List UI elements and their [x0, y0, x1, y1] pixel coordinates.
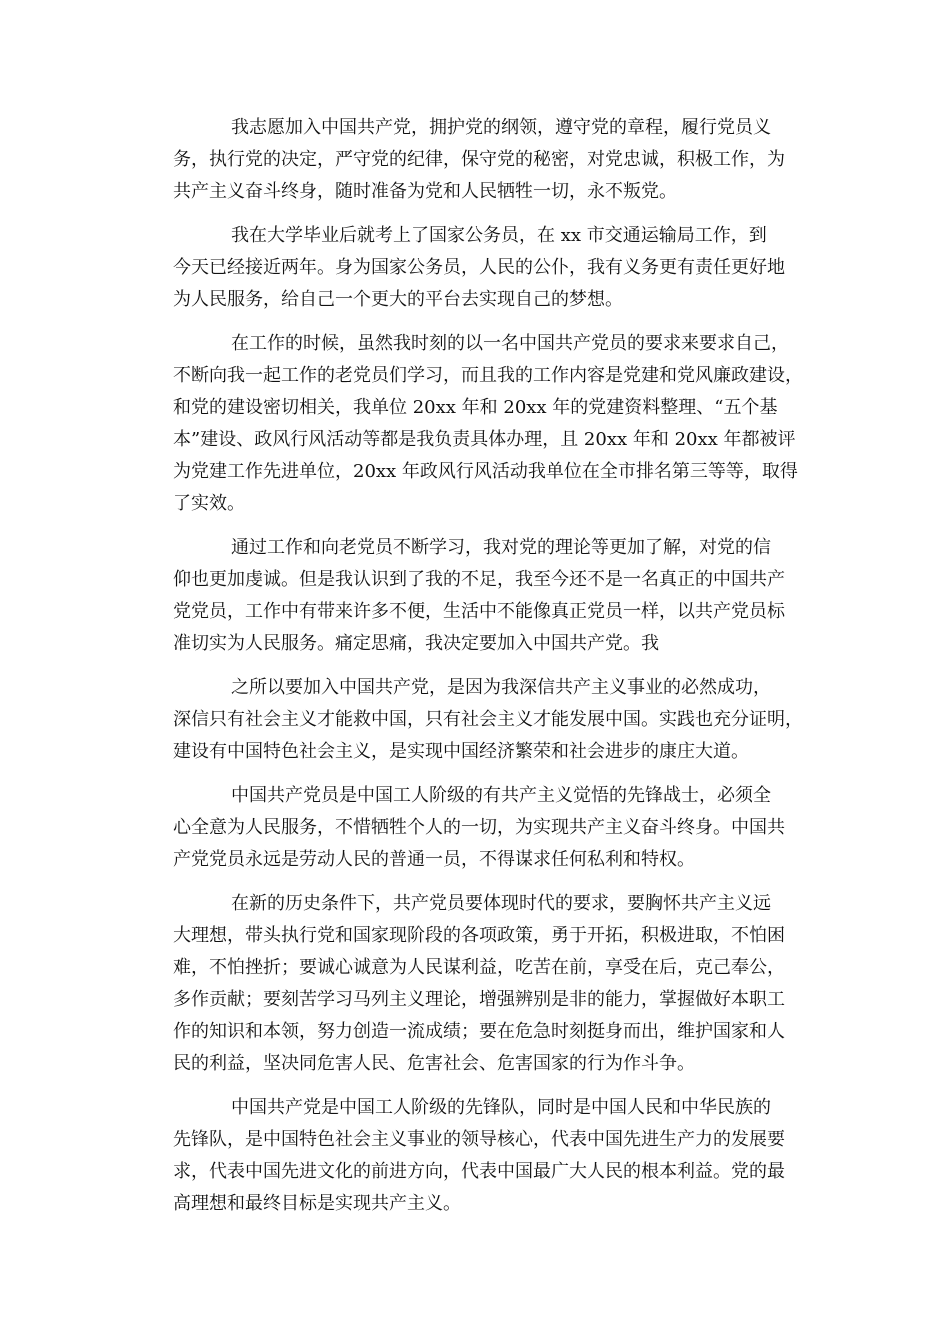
paragraph: [173, 112, 813, 208]
paragraph: [173, 780, 813, 876]
text-line: 深信只有社会主义才能救中国，只有社会主义才能发展中国。实践也充分证明，: [173, 709, 803, 730]
text-line: 之所以要加入中国共产党，是因为我深信共产主义事业的必然成功，: [231, 677, 771, 698]
text-line: 求，代表中国先进文化的前进方向，代表中国最广大人民的根本利益。党的最: [173, 1161, 785, 1182]
text-line: 大理想，带头执行党和国家现阶段的各项政策，勇于开拓，积极进取，不怕困: [173, 925, 785, 946]
paragraph: [173, 220, 813, 316]
text-line: 仰也更加虔诚。但是我认识到了我的不足，我至今还不是一名真正的中国共产: [173, 569, 785, 590]
text-line: 在新的历史条件下，共产党员要体现时代的要求，要胸怀共产主义远: [231, 893, 771, 914]
text-line: 通过工作和向老党员不断学习，我对党的理论等更加了解，对党的信: [231, 537, 771, 558]
paragraph: [173, 672, 813, 768]
text-line: 和党的建设密切相关，我单位 20xx 年和 20xx 年的党建资料整理、“五个基: [173, 397, 778, 418]
text-line: 产党党员永远是劳动人民的普通一员，不得谋求任何私利和特权。: [173, 849, 695, 870]
text-line: 本”建设、政风行风活动等都是我负责具体办理，且 20xx 年和 20xx 年都被评: [173, 429, 796, 450]
text-line: 先锋队，是中国特色社会主义事业的领导核心，代表中国先进生产力的发展要: [173, 1129, 785, 1150]
text-line: 作的知识和本领，努力创造一流成绩；要在危急时刻挺身而出，维护国家和人: [173, 1021, 785, 1042]
text-line: 不断向我一起工作的老党员们学习，而且我的工作内容是党建和党风廉政建设，: [173, 365, 803, 386]
text-line: 了实效。: [173, 493, 245, 514]
document-body: [173, 112, 813, 1232]
paragraph: [173, 1092, 813, 1220]
text-line: 我在大学毕业后就考上了国家公务员，在 xx 市交通运输局工作，到: [231, 225, 767, 246]
text-line: 为党建工作先进单位，20xx 年政风行风活动我单位在全市排名第三等等，取得: [173, 461, 798, 482]
text-line: 准切实为人民服务。痛定思痛，我决定要加入中国共产党。我: [173, 633, 659, 654]
text-line: 为人民服务，给自己一个更大的平台去实现自己的梦想。: [173, 289, 623, 310]
text-line: 建设有中国特色社会主义，是实现中国经济繁荣和社会进步的康庄大道。: [173, 741, 749, 762]
text-line: 今天已经接近两年。身为国家公务员，人民的公仆，我有义务更有责任更好地: [173, 257, 785, 278]
text-line: 心全意为人民服务，不惜牺牲个人的一切，为实现共产主义奋斗终身。中国共: [173, 817, 785, 838]
text-line: 务，执行党的决定，严守党的纪律，保守党的秘密，对党忠诚，积极工作，为: [173, 149, 785, 170]
text-line: 高理想和最终目标是实现共产主义。: [173, 1193, 461, 1214]
text-line: 中国共产党员是中国工人阶级的有共产主义觉悟的先锋战士，必须全: [231, 785, 771, 806]
text-line: 中国共产党是中国工人阶级的先锋队，同时是中国人民和中华民族的: [231, 1097, 771, 1118]
paragraph: [173, 328, 813, 520]
text-line: 共产主义奋斗终身，随时准备为党和人民牺牲一切，永不叛党。: [173, 181, 677, 202]
text-line: 民的利益，坚决同危害人民、危害社会、危害国家的行为作斗争。: [173, 1053, 695, 1074]
text-line: 在工作的时候，虽然我时刻的以一名中国共产党员的要求来要求自己，: [231, 333, 789, 354]
paragraph: [173, 532, 813, 660]
text-line: 我志愿加入中国共产党，拥护党的纲领，遵守党的章程，履行党员义: [231, 117, 771, 138]
text-line: 多作贡献；要刻苦学习马列主义理论，增强辨别是非的能力，掌握做好本职工: [173, 989, 785, 1010]
text-line: 党党员，工作中有带来许多不便，生活中不能像真正党员一样，以共产党员标: [173, 601, 785, 622]
text-line: 难，不怕挫折；要诚心诚意为人民谋利益，吃苦在前，享受在后，克己奉公，: [173, 957, 785, 978]
paragraph: [173, 888, 813, 1080]
